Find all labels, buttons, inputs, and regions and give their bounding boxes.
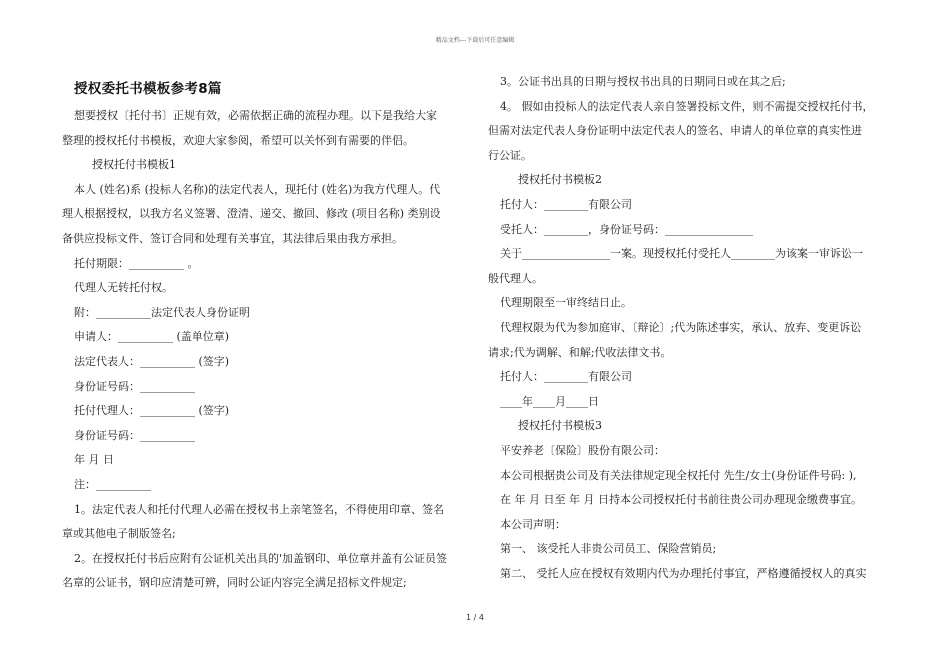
paragraph-line: 身份证号码：__________ (74, 379, 195, 393)
paragraph-line: 身份证号码：__________ (74, 428, 195, 442)
paragraph-line: 申请人：__________ (盖单位章) (74, 330, 230, 344)
paragraph-line: 第一、 该受托人非贵公司员工、保险营销员; (500, 542, 717, 556)
paragraph-line: 2。在授权托付书后应附有公证机关出具的'加盖钢印、单位章并盖有公证员签 (74, 551, 448, 565)
paragraph-line: 关于________________一案。现授权托付受托人________为该案一审诉讼一 (500, 247, 863, 261)
paragraph-line: 法定代表人：__________ (签字) (74, 354, 230, 368)
paragraph-line: 4。 假如由投标人的法定代表人亲自签署投标文件，则不需提交授权托付书， (500, 99, 874, 113)
paragraph-line: 代理权限为代为参加庭审、〔辩论〕;代为陈述事实，承认、放弃、变更诉讼 (500, 320, 862, 334)
paragraph-line: 第二、 受托人应在授权有效期内代为办理托付事宜，严格遵循授权人的真实 (500, 566, 867, 580)
paragraph-line: 请求;代为调解、和解;代收法律文书。 (488, 345, 672, 359)
right-column (488, 70, 880, 586)
document-title: 授权委托书模板参考8篇 (74, 81, 222, 97)
page-number: 1 / 4 (466, 613, 484, 622)
paragraph-line: 在 年 月 日至 年 月 日持本公司授权托付书前往贵公司办理现金缴费事宜。 (500, 493, 862, 507)
right-column-body (488, 70, 880, 586)
left-column (62, 70, 462, 596)
paragraph-line: 授权托付书模板3 (518, 419, 602, 433)
paragraph-line: 代理人无转托付权。 (74, 281, 173, 295)
paragraph-line: 托付人：________有限公司 (500, 370, 632, 384)
paragraph-line: 本公司声明： (500, 517, 566, 531)
paragraph-line: ____年____月____日 (500, 394, 599, 408)
paragraph-line: 但需对法定代表人身份证明中法定代表人的签名、申请人的单位章的真实性进 (488, 124, 862, 138)
paragraph-line: 般代理人。 (488, 271, 543, 285)
left-column-body (62, 104, 462, 596)
paragraph-line: 整理的授权托付书模板，欢迎大家参阅，希望可以关怀到有需要的伴侣。 (62, 133, 414, 147)
paragraph-line: 受托人：________，身份证号码：________________ (500, 222, 753, 236)
paragraph-line: 3。公证书出具的日期与授权书出具的日期同日或在其之后; (500, 75, 786, 88)
paragraph-line: 托付代理人：__________ (签字) (74, 404, 230, 418)
paragraph-line: 托付人：________有限公司 (500, 197, 632, 211)
paragraph-line: 理人根据授权，以我方名义签署、澄清、递交、撤回、修改 (项目名称) 类别设 (62, 207, 441, 221)
paragraph-line: 章或其他电子制版签名; (62, 527, 176, 541)
paragraph-line: 平安养老〔保险〕股份有限公司： (500, 443, 665, 457)
paragraph-line: 托付期限：__________ 。 (74, 256, 199, 270)
page-header: 精品文档---下载后可任意编辑 (435, 37, 515, 44)
paragraph-line: 附：__________法定代表人身份证明 (74, 305, 250, 319)
paragraph-line: 年 月 日 (74, 453, 114, 467)
paragraph-line: 名章的公证书，钢印应清楚可辨，同时公证内容完全满足招标文件规定; (62, 576, 407, 590)
paragraph-line: 备供应投标文件、签订合同和处理有关事宜，其法律后果由我方承担。 (62, 231, 403, 245)
paragraph-line: 想要授权〔托付书〕正规有效，必需依据正确的流程办理。以下是我给大家 (74, 109, 437, 122)
paragraph-line: 本人 (姓名)系 (投标人名称)的法定代表人，现托付 (姓名)为我方代理人。代 (74, 182, 441, 196)
paragraph-line: 代理期限至一审终结日止。 (500, 296, 632, 310)
paragraph-line: 行公证。 (488, 148, 532, 162)
paragraph-line: 本公司根据贵公司及有关法律规定现全权托付 先生/女士(身份证件号码: ), (500, 468, 857, 482)
paragraph-line: 授权托付书模板1 (92, 158, 176, 172)
paragraph-line: 授权托付书模板2 (518, 173, 602, 187)
paragraph-line: 1。法定代表人和托付代理人必需在授权书上亲笔签名，不得使用印章、签名 (74, 502, 444, 516)
paragraph-line: 注：__________ (74, 477, 151, 491)
